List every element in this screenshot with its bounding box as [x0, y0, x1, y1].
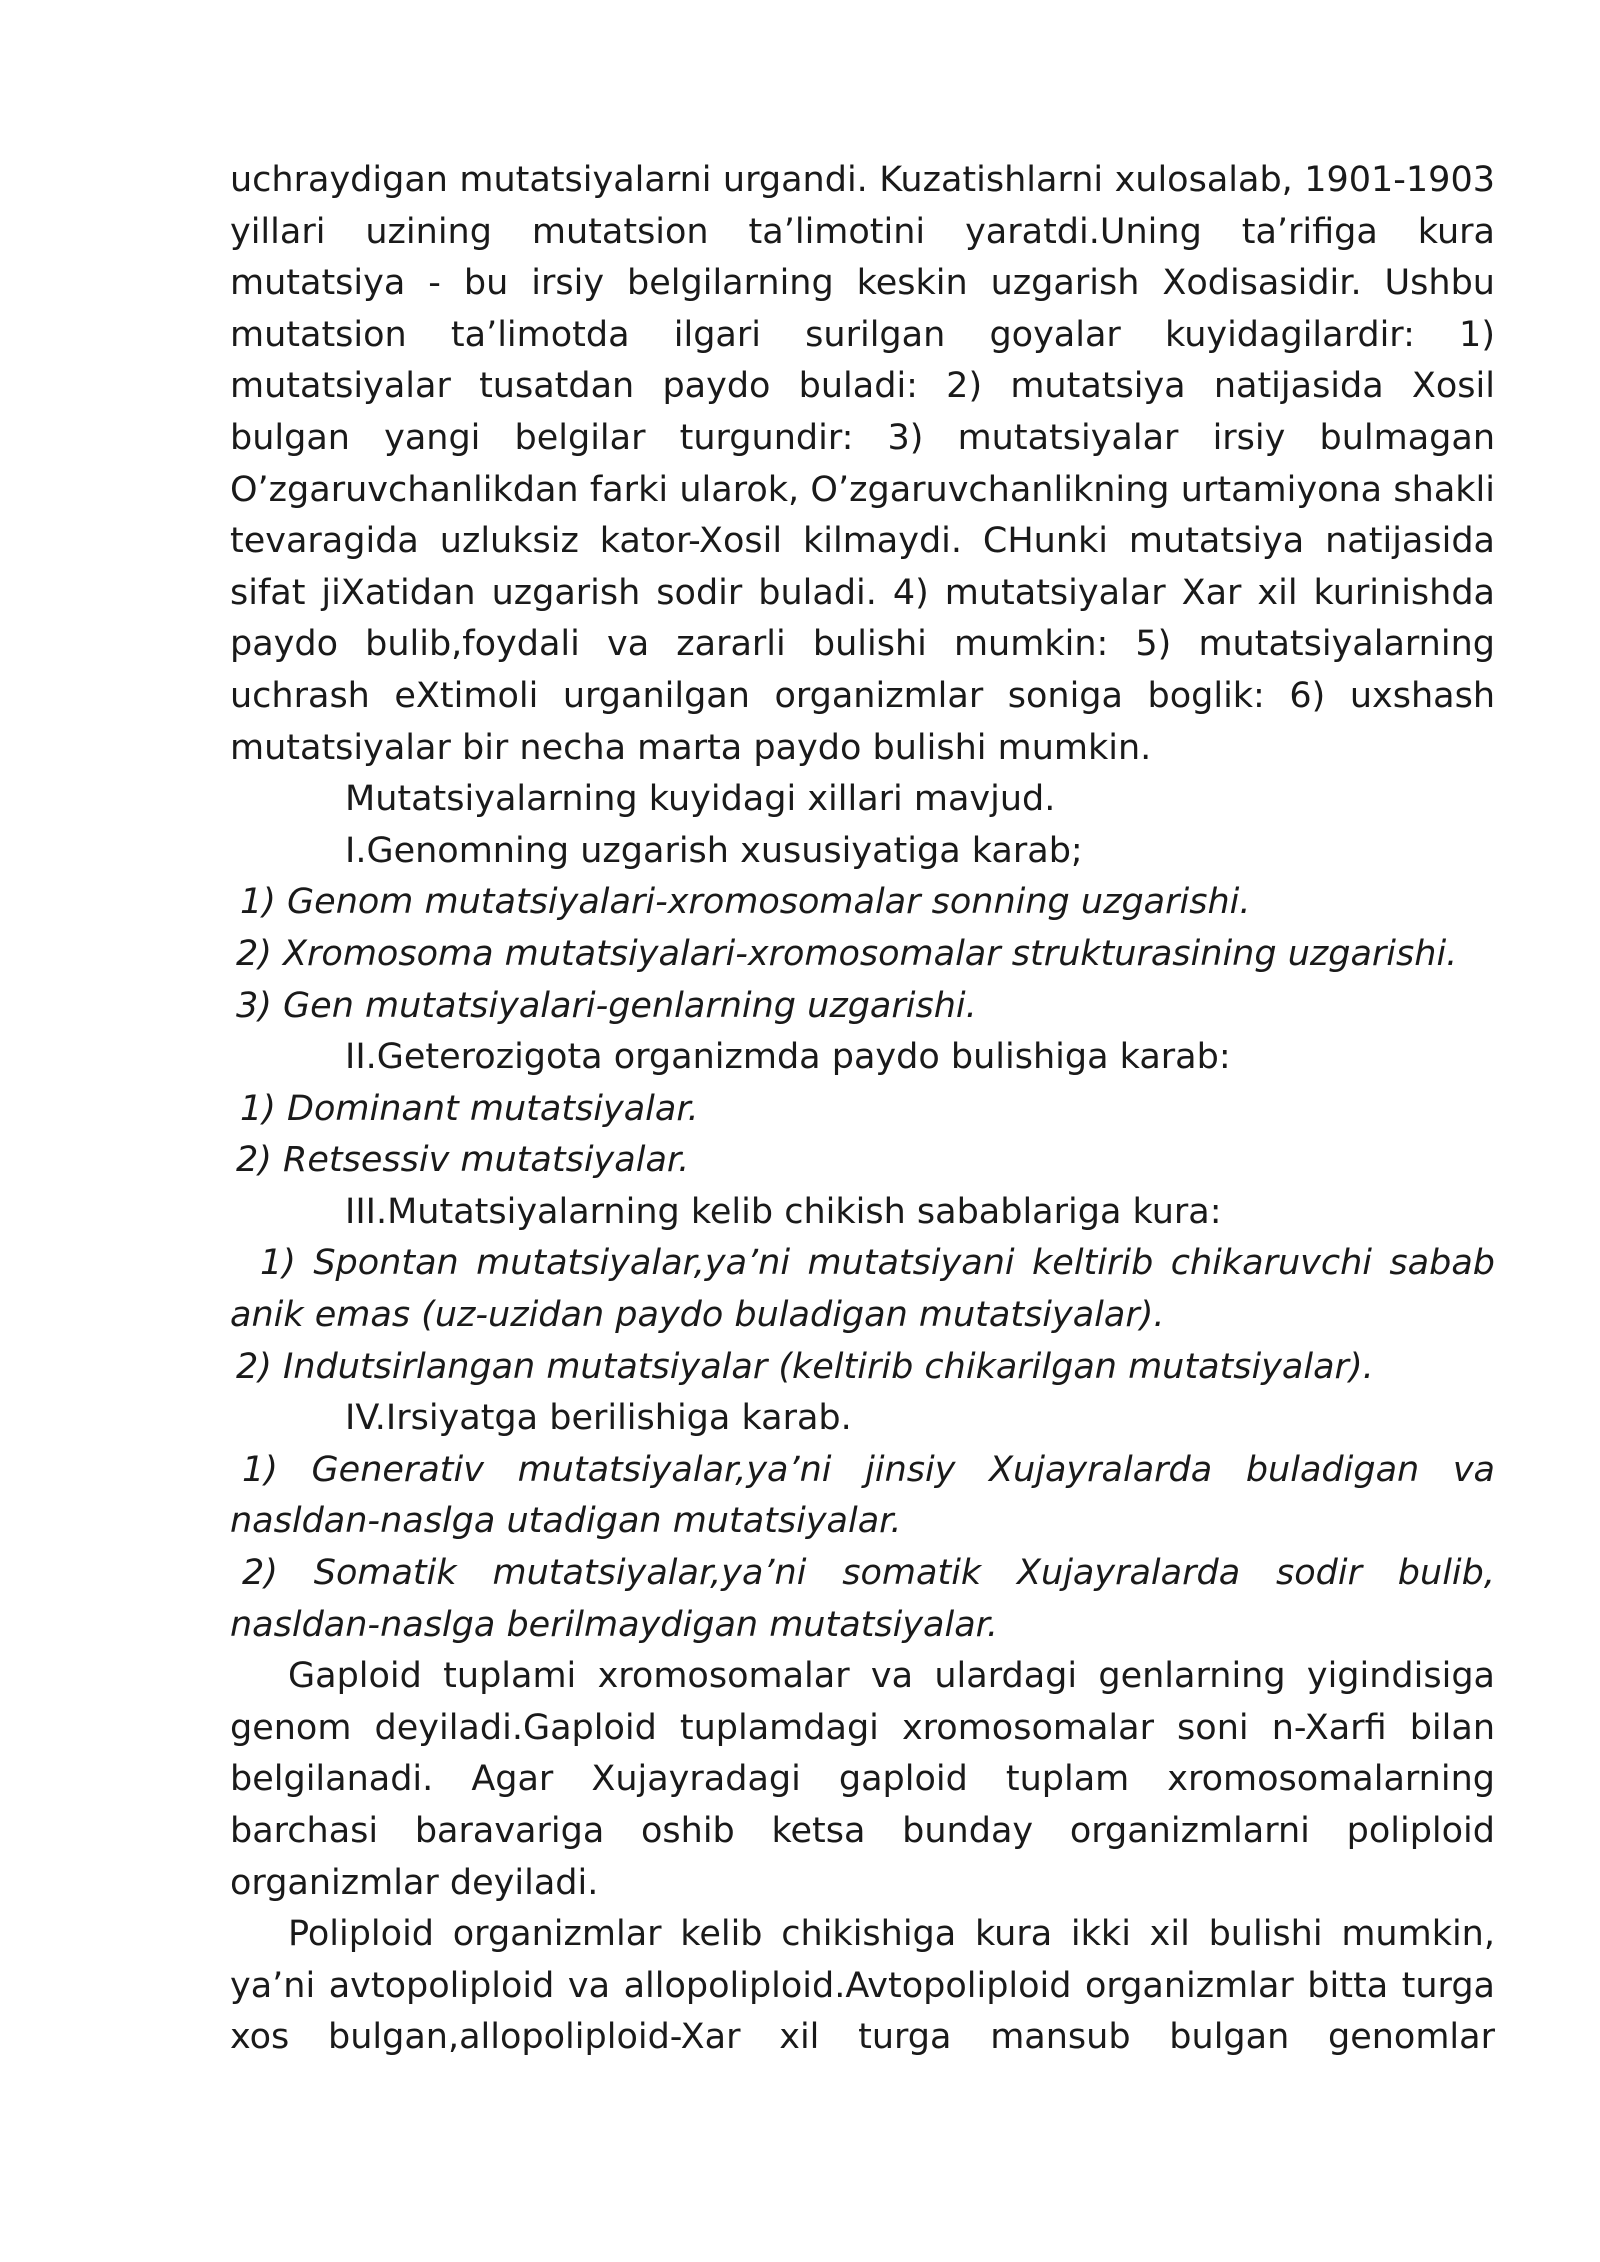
section-heading-3: III.Mutatsiyalarning kelib chikish sabablariga kura: — [345, 1191, 1222, 1232]
intro-paragraph: uchraydigan mutatsiyalarni urgandi. Kuzatishlarni xulosalab, 1901-1903 yillari uzining mutatsion ta’limotini yaratdi.Uning ta’rifiga kura mutatsiya - bu irsiy belgilarning keskin uzgarish Xodisasidir. Ushbu mutatsion ta’limotda ilgari surilgan goyalar kuyidagilardir: 1) mutatsiyalar tusatdan paydo buladi: 2) mutatsiya natijasida Xosil bulgan yangi belgilar turgundir: 3) mutatsiyalar irsiy bulmagan O’zgaruvchanlikdan farki ularok, O’zgaruvchanlikning urtamiyona shakli tevaragida uzluksiz kator-Xosil kilmaydi. CHunki mutatsiya natijasida sifat jiXatidan uzgarish sodir buladi. 4) mutatsiyalar Xar xil kurinishda paydo bulib,foydali va zararli bulishi mumkin: 5) mutatsiyalarning uchrash eXtimoli urganilgan organizmlar soniga boglik: 6) uxshash mutatsiyalar bir necha marta paydo bulishi mumkin. — [230, 160, 1495, 768]
section-heading-2: II.Geterozigota organizmda paydo bulishiga karab: — [345, 1037, 1231, 1078]
list-item: 2) Indutsirlangan mutatsiyalar (keltirib chikarilgan mutatsiyalar). — [236, 1346, 1374, 1387]
list-item: 2) Xromosoma mutatsiyalari-xromosomalar strukturasining uzgarishi. — [236, 933, 1458, 974]
section-heading-1: I.Genomning uzgarish xususiyatiga karab; — [345, 830, 1083, 871]
polyploid-paragraph: Poliploid organizmlar kelib chikishiga kura ikki xil bulishi mumkin, ya’ni avtopoliploid va allopoliploid.Avtopoliploid organizmlar bitta turga xos bulgan,allopoliploid-Xar xil turga mansub bulgan genomlar — [230, 1914, 1495, 2058]
list-item: 3) Gen mutatsiyalari-genlarning uzgarishi. — [236, 985, 977, 1026]
section-heading-4: IV.Irsiyatga berilishiga karab. — [345, 1398, 852, 1439]
list-item: 1) Generativ mutatsiyalar,ya’ni jinsiy Xujayralarda buladigan va nasldan-naslga utadigan mutatsiyalar. — [230, 1449, 1495, 1542]
haploid-paragraph: Gaploid tuplami xromosomalar va ulardagi genlarning yigindisiga genom deyiladi.Gaploid tuplamdagi xromosomalar soni n-Xarfi bilan belgilanadi. Agar Xujayradagi gaploid tuplam xromosomalarning barchasi baravariga oshib ketsa bunday organizmlarni poliploid organizmlar deyiladi. — [230, 1656, 1495, 1903]
list-item: 1) Genom mutatsiyalari-xromosomalar sonning uzgarishi. — [240, 882, 1251, 923]
list-item: 2) Retsessiv mutatsiyalar. — [236, 1140, 690, 1181]
list-item: 1) Spontan mutatsiyalar,ya’ni mutatsiyani keltirib chikaruvchi sabab anik emas (uz-uzidan paydo buladigan mutatsiyalar). — [230, 1243, 1495, 1336]
types-intro: Mutatsiyalarning kuyidagi xillari mavjud. — [345, 779, 1056, 820]
list-item: 2) Somatik mutatsiyalar,ya’ni somatik Xujayralarda sodir bulib, nasldan-naslga berilmaydigan mutatsiyalar. — [230, 1553, 1495, 1645]
document-page — [230, 155, 1495, 2064]
list-item: 1) Dominant mutatsiyalar. — [240, 1088, 699, 1129]
